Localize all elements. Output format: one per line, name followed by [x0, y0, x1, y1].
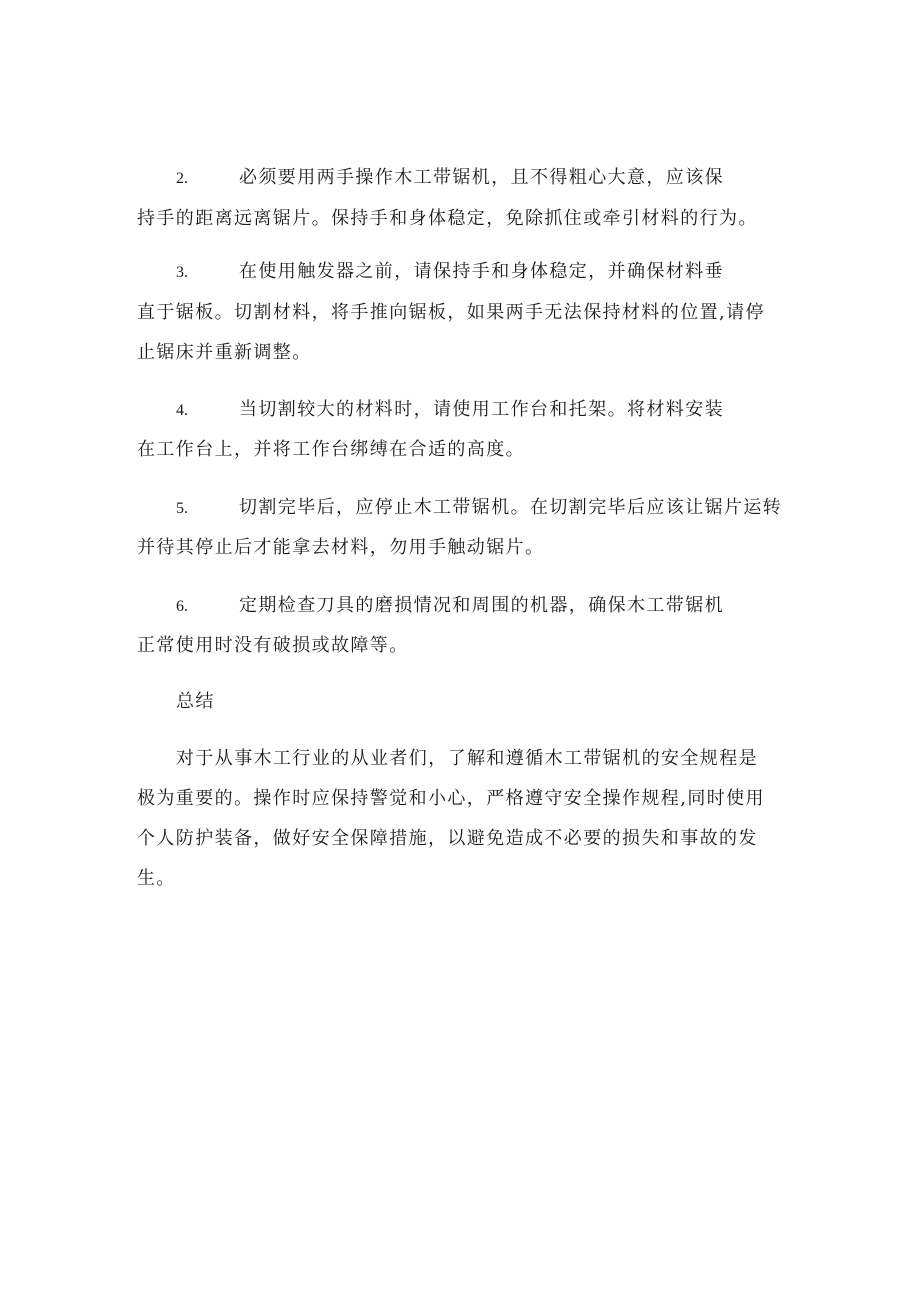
summary-text-line: 生。 [137, 868, 176, 889]
summary-text-line: 个人防护装备，做好安全保障措施，以避免造成不必要的损失和事故的发 [137, 828, 758, 849]
item-number: 6. [176, 598, 188, 615]
item-text-line: 必须要用两手操作木工带锯机，且不得粗心大意，应该保 [239, 167, 724, 188]
item-text-line: 切割完毕后，应停止木工带锯机。在切割完毕后应该让锯片运转 [239, 497, 783, 518]
item-text-line: 并待其停止后才能拿去材料，勿用手触动锯片。 [137, 537, 545, 558]
item-text-line: 在使用触发器之前，请保持手和身体稳定，并确保材料垂 [239, 261, 724, 282]
item-text-line: 直于锯板。切割材料，将手推向锯板，如果两手无法保持材料的位置,请停 [137, 302, 765, 323]
item-text-line: 在工作台上，并将工作台绑缚在合适的高度。 [137, 439, 525, 460]
item-number: 2. [176, 170, 188, 187]
summary-text-line: 极为重要的。操作时应保持警觉和小心，严格遵守安全操作规程,同时使用 [137, 788, 765, 809]
item-number: 4. [176, 402, 188, 419]
item-text-line: 止锯床并重新调整。 [137, 342, 312, 363]
item-text-line: 定期检查刀具的磨损情况和周围的机器，确保木工带锯机 [239, 595, 724, 616]
item-text-line: 当切割较大的材料时，请使用工作台和托架。将材料安装 [239, 399, 724, 420]
summary-text-line: 对于从事木工行业的从业者们，了解和遵循木工带锯机的安全规程是 [176, 748, 758, 769]
item-text-line: 持手的距离远离锯片。保持手和身体稳定，免除抓住或牵引材料的行为。 [137, 208, 758, 229]
item-number: 5. [176, 500, 188, 517]
item-text-line: 正常使用时没有破损或故障等。 [137, 635, 409, 656]
summary-heading: 总结 [176, 691, 215, 712]
item-number: 3. [176, 264, 188, 281]
